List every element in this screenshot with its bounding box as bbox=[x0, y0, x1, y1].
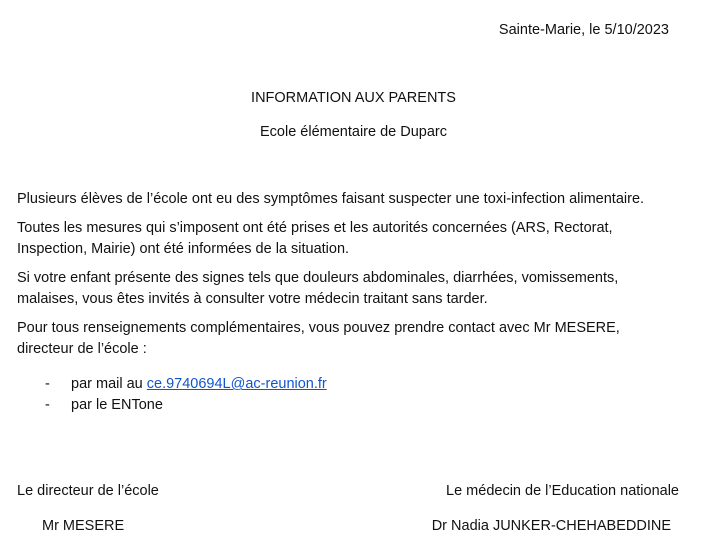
contact-list bbox=[17, 374, 687, 416]
paragraph-contact-line-1: Pour tous renseignements complémentaires, vous pouvez prendre contact avec Mr MESERE, bbox=[17, 320, 620, 337]
paragraph-contact-line-2: directeur de l’école : bbox=[17, 341, 147, 358]
signature-director-role: Le directeur de l’école bbox=[17, 483, 159, 499]
signature-director-name: Mr MESERE bbox=[42, 518, 125, 534]
paragraph-contact bbox=[17, 318, 687, 360]
paragraph-measures-line-2: Inspection, Mairie) ont été informées de la situation. bbox=[17, 241, 350, 258]
list-bullet: - bbox=[45, 397, 50, 414]
ent-item: par le ENTone bbox=[71, 397, 163, 414]
paragraph-signs bbox=[17, 268, 687, 310]
paragraph-symptoms bbox=[17, 189, 687, 210]
paragraph-measures-line-1: Toutes les mesures qui s’imposent ont été prises et les autorités concernées (ARS, Rectorat, bbox=[17, 220, 613, 237]
school-name: Ecole élémentaire de Duparc bbox=[260, 124, 447, 140]
signature-doctor-name: Dr Nadia JUNKER-CHEHABEDDINE bbox=[431, 518, 671, 534]
letter-title: INFORMATION AUX PARENTS bbox=[251, 90, 456, 106]
list-bullet: - bbox=[45, 376, 50, 393]
paragraph-measures bbox=[17, 218, 687, 260]
letter-body bbox=[17, 189, 687, 416]
list-item-mail bbox=[17, 374, 687, 395]
signature-doctor-role: Le médecin de l’Education nationale bbox=[446, 483, 679, 499]
paragraph-signs-line-1: Si votre enfant présente des signes tels que douleurs abdominales, diarrhées, vomissements, bbox=[17, 270, 619, 287]
mail-prefix: par mail au bbox=[71, 376, 147, 393]
paragraph-symptoms-text: Plusieurs élèves de l’école ont eu des symptômes faisant suspecter une toxi-infection alimentaire. bbox=[17, 191, 645, 207]
date-line: Sainte-Marie, le 5/10/2023 bbox=[498, 22, 669, 38]
list-item-ent bbox=[17, 395, 687, 416]
email-link[interactable]: ce.9740694L@ac-reunion.fr bbox=[146, 376, 327, 393]
paragraph-signs-line-2: malaises, vous êtes invités à consulter votre médecin traitant sans tarder. bbox=[17, 291, 488, 308]
